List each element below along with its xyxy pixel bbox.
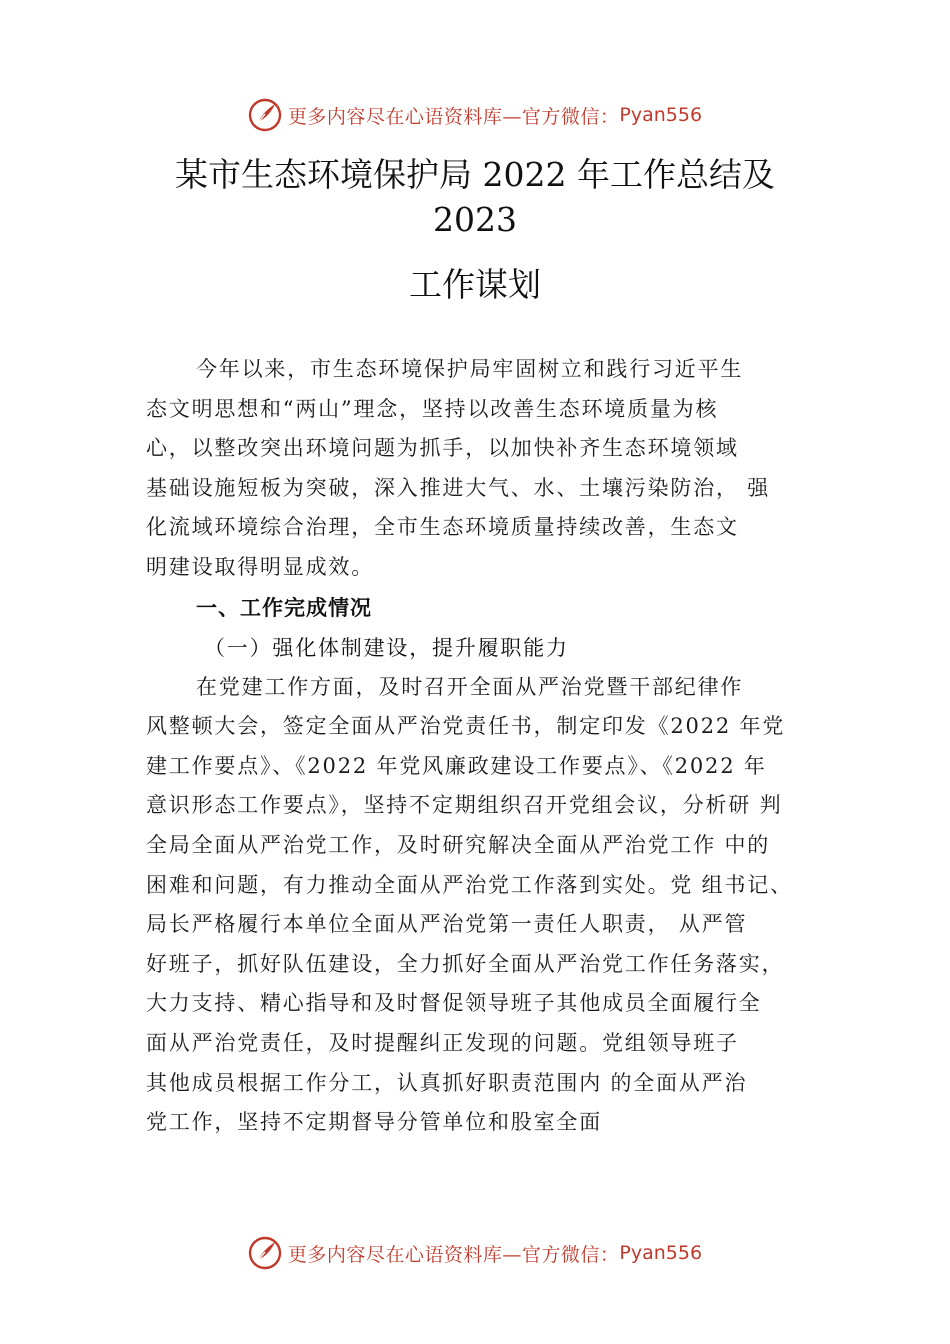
text-line: 在党建工作方面，及时召开全面从严治党暨干部纪律作 <box>196 674 744 699</box>
intro-paragraph <box>146 350 846 588</box>
body-paragraph <box>146 668 846 1143</box>
text-line: 态文明思想和“两山”理念，坚持以改善生态环境质量为核 <box>146 396 719 421</box>
document-body <box>146 350 846 1143</box>
text-line: 明建设取得明显成效。 <box>146 554 374 579</box>
text-line: 好班子，抓好队伍建设，全力抓好全面从严治党工作任务落实， <box>146 951 785 976</box>
quill-logo-icon <box>248 1236 282 1270</box>
title-line-1: 某市生态环境保护局 2022 年工作总结及 <box>175 155 775 194</box>
text-line: 化流域环境综合治理，全市生态环境质量持续改善，生态文 <box>146 515 739 540</box>
banner-wechat-id: Pyan556 <box>619 104 703 126</box>
text-line: 面从严治党责任，及时提醒纠正发现的问题。党组领导班子 <box>146 1030 739 1055</box>
text-line: 党工作，坚持不定期督导分管单位和股室全面 <box>146 1110 602 1135</box>
banner-wechat-id: Pyan556 <box>619 1242 703 1264</box>
header-banner <box>0 95 950 135</box>
text-line: 心，以整改突出环境问题为抓手，以加快补齐生态环境领域 <box>146 436 739 461</box>
title-line-2: 2023 <box>433 200 517 239</box>
subsection-heading: （一）强化体制建设，提升履职能力 <box>204 635 569 660</box>
quill-logo-icon <box>248 98 282 132</box>
footer-banner <box>0 1233 950 1273</box>
text-line: 大力支持、精心指导和及时督促领导班子其他成员全面履行全 <box>146 991 762 1016</box>
text-line: 局长严格履行本单位全面从严治党第一责任人职责， 从严管 <box>146 912 748 937</box>
document-subtitle: 工作谋划 <box>409 265 541 304</box>
text-line: 今年以来，市生态环境保护局牢固树立和践行习近平生 <box>196 357 744 381</box>
banner-slogan: 更多内容尽在心语资料库—官方微信： <box>287 105 620 128</box>
text-line: 意识形态工作要点》，坚持不定期组织召开党组会议，分析研 判 <box>146 793 783 818</box>
text-line: 基础设施短板为突破，深入推进大气、水、土壤污染防治， 强 <box>146 475 771 500</box>
text-line: 全局全面从严治党工作，及时研究解决全面从严治党工作 中的 <box>146 832 771 857</box>
text-line: 其他成员根据工作分工，认真抓好职责范围内 的全面从严治 <box>146 1070 748 1095</box>
section-heading: 一、工作完成情况 <box>196 595 372 620</box>
document-title <box>100 152 850 242</box>
text-line: 困难和问题，有力推动全面从严治党工作落到实处。党 组书记、 <box>146 872 793 897</box>
text-line: 风整顿大会，签定全面从严治党责任书，制定印发《2022 年党 <box>146 714 786 739</box>
banner-slogan: 更多内容尽在心语资料库—官方微信： <box>287 1243 620 1266</box>
text-line: 建工作要点》、《2022 年党风廉政建设工作要点》、《2022 年 <box>146 753 767 778</box>
